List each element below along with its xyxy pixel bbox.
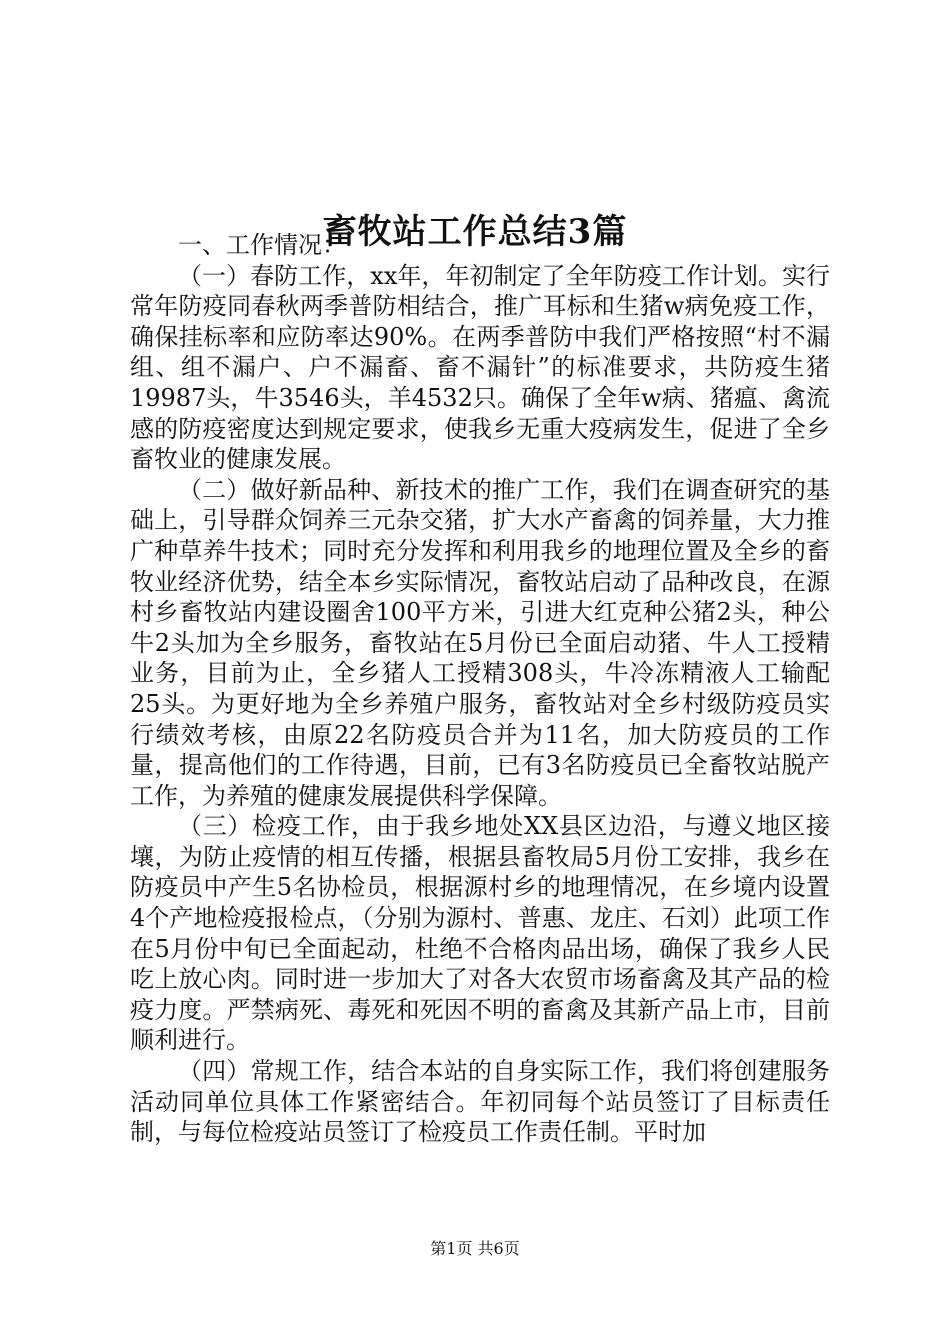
page-footer: 第1页 共6页 bbox=[430, 1239, 520, 1258]
paragraph-routine-work: （四）常规工作，结合本站的自身实际工作，我们将创建服务活动同单位具体工作紧密结合。年初同每个站员签订了目标责任制，与每位检疫站员签订了检疫员工作责任制。平时加 bbox=[130, 1057, 830, 1147]
paragraph-new-breeds: （二）做好新品种、新技术的推广工作，我们在调查研究的基础上，引导群众饲养三元杂交猪，扩大水产畜禽的饲养量，大力推广种草养牛技术；同时充分发挥和利用我乡的地理位置及全乡的畜牧业经济优势，结全本乡实际情况，畜牧站启动了品种改良，在源村乡畜牧站内建设圈舍100平方米，引进大红克种公猪2头，种公牛2头加为全乡服务，畜牧站在5月份已全面启动猪、牛人工授精业务，目前为止，全乡猪人工授精308头，牛冷冻精液人工输配25头。为更好地为全乡养殖户服务，畜牧站对全乡村级防疫员实行绩效考核，由原22名防疫员合并为11名，加大防疫员的工作量，提高他们的工作待遇，目前，已有3名防疫员已全畜牧站脱产工作，为养殖的健康发展提供科学保障。 bbox=[130, 475, 830, 810]
document-body bbox=[130, 230, 830, 1148]
section-heading: 一、工作情况： bbox=[178, 231, 346, 259]
paragraph-quarantine: （三）检疫工作，由于我乡地处XX县区边沿，与遵义地区接壤，为防止疫情的相互传播，根据县畜牧局5月份工安排，我乡在防疫员中产生5名协检员，根据源村乡的地理情况，在乡境内设置4个产地检疫报检点，（分别为源村、普惠、龙庄、石刘）此项工作在5月份中旬已全面起动，杜绝不合格肉品出场，确保了我乡人民吃上放心肉。同时进一步加大了对各大农贸市场畜禽及其产品的检疫力度。严禁病死、毒死和死因不明的畜禽及其新产品上市，目前顺利进行。 bbox=[130, 812, 830, 1055]
document-title: 畜牧站工作总结3篇 bbox=[322, 211, 628, 252]
paragraph-spring-prevention: （一）春防工作，xx年，年初制定了全年防疫工作计划。实行常年防疫同春秋两季普防相结合，推广耳标和生猪w病免疫工作，确保挂标率和应防率达90%。在两季普防中我们严格按照“村不漏组、组不漏户、户不漏畜、畜不漏针”的标准要求，共防疫生猪19987头，牛3546头，羊4532只。确保了全年w病、猪瘟、禽流感的防疫密度达到规定要求，使我乡无重大疫病发生，促进了全乡畜牧业的健康发展。 bbox=[130, 261, 830, 474]
